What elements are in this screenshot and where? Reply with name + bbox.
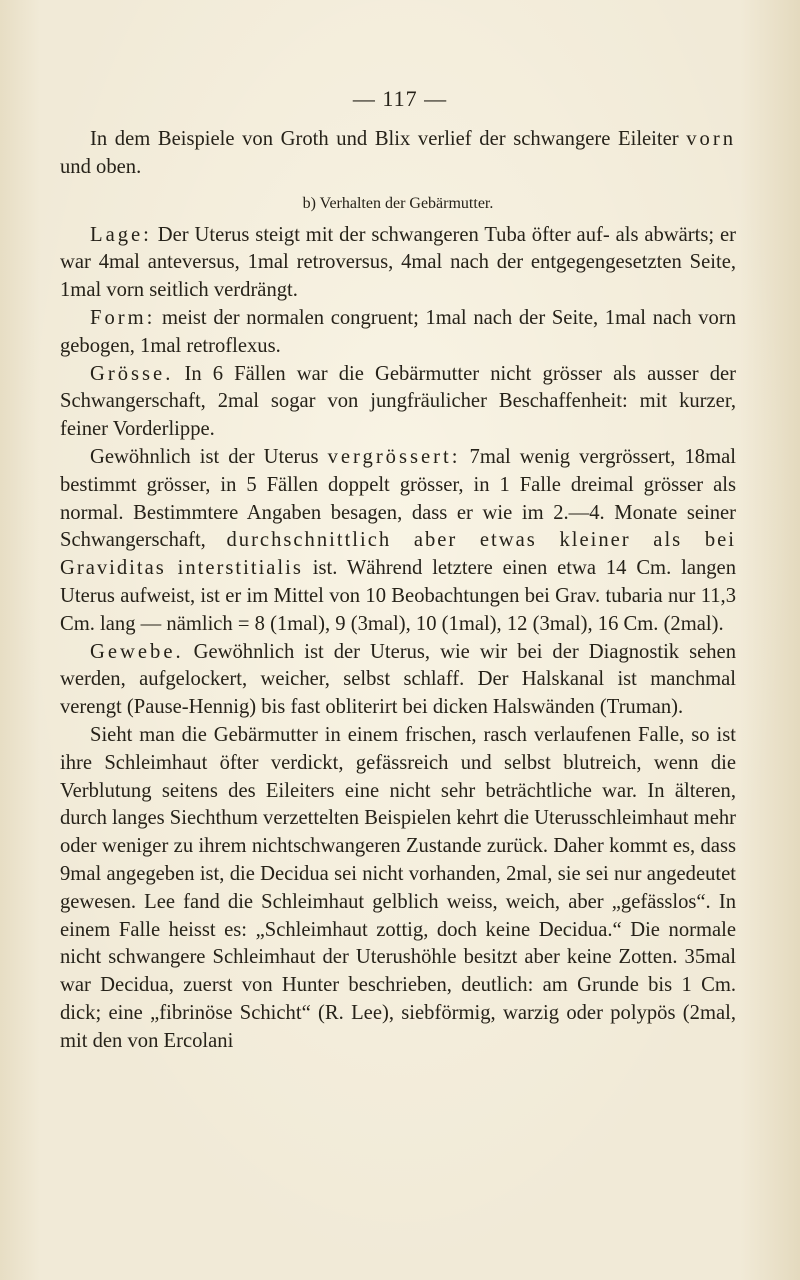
gew-text-b: 7mal wenig vergrössert, 18mal bestimmt grösser, in 5 Fällen doppelt grösser, in 1 Falle dreimal grösser als normal. Bestimmtere Angaben besagen, dass er wie im 2.—4. Monate seiner Schwangerschaft, [60, 445, 736, 552]
gewebe-body: Gewöhnlich ist der Uterus, wie wir bei der Diagnostik sehen werden, aufgelockert, weicher, selbst schlaff. Der Halskanal ist manchmal verengt (Pause-Hennig) bis fast obliterirt bei dicken Halswänden (Truman). [60, 640, 736, 719]
paragraph-intro [60, 126, 736, 182]
term-gewebe: Gewebe. [90, 640, 184, 663]
groesse-body: In 6 Fällen war die Gebärmutter nicht grösser als ausser der Schwangerschaft, 2mal sogar von jungfräulicher Beschaffenheit: mit kurzer, feiner Vorderlippe. [60, 362, 736, 441]
term-form: Form: [90, 306, 156, 329]
paragraph-schleimhaut: Sieht man die Gebärmutter in einem frischen, rasch verlaufenen Falle, so ist ihre Schleimhaut öfter verdickt, gefässreich und selbst blutreich, wenn die Verblutung seitens des Eileiters eine nicht sehr beträchtliche war. In älteren, durch langes Siechthum verzettelten Beispielen kehrt die Uterusschleimhaut mehr oder weniger zu ihrem nichtschwangeren Zustande zurück. Daher kommt es, dass 9mal angegeben ist, die Decidua sei nicht vorhanden, 2mal, sie sei nur angedeutet gewesen. Lee fand die Schleimhaut gelblich weiss, weich, aber „gefässlos“. In einem Falle heisst es: „Schleimhaut zottig, doch keine Decidua.“ Die normale nicht schwangere Schleimhaut der Uterushöhle besitzt aber keine Zotten. 35mal war Decidua, zuerst von Hunter beschrieben, deutlich: am Grunde bis 1 Cm. dick; eine „fibrinöse Schicht“ (R. Lee), siebförmig, warzig oder polypös (2mal, mit den von Ercolani [60, 723, 736, 1052]
intro-text-b: und oben. [60, 155, 142, 178]
gew-emphasis-1: vergrössert: [327, 445, 461, 468]
intro-text-a: In dem Beispiele von Groth und Blix verlief der schwangere Eileiter [90, 128, 687, 150]
section-subheading: b) Verhalten der Gebärmutter. [302, 194, 494, 212]
page-number: — 117 — [352, 86, 448, 111]
term-lage: Lage: [90, 223, 152, 246]
term-groesse: Grösse. [90, 362, 174, 385]
lage-body: Der Uterus steigt mit der schwangeren Tuba öfter auf- als abwärts; er war 4mal anteversus, 1mal retroversus, 4mal nach der entgegengesetzten Seite, 1mal vorn seitlich verdrängt. [60, 223, 736, 302]
paragraph-lage [60, 222, 736, 305]
gew-emphasis-2: durchschnittlich aber etwas kleiner als bei Graviditas interstitialis [60, 529, 736, 580]
gew-text-c: ist. Während letztere einen etwa 14 Cm. langen Uterus aufweist, ist er im Mittel von 10 Beobachtungen bei Grav. tubaria nur 11,3 Cm. lang — nämlich = 8 (1mal), 9 (3mal), 10 (1mal), 12 (3mal), 16 Cm. (2mal). [60, 557, 736, 635]
form-body: meist der normalen congruent; 1mal nach der Seite, 1mal nach vorn gebogen, 1mal retroflexus. [60, 306, 736, 357]
paragraph-gewebe [60, 639, 736, 722]
paragraph-vergroessert [60, 444, 736, 639]
paragraph-groesse [60, 361, 736, 444]
paragraph-form [60, 305, 736, 361]
page-body [60, 126, 736, 1056]
gew-text-a: Gewöhnlich ist der Uterus [90, 445, 328, 468]
intro-emphasis: vorn [686, 128, 736, 150]
